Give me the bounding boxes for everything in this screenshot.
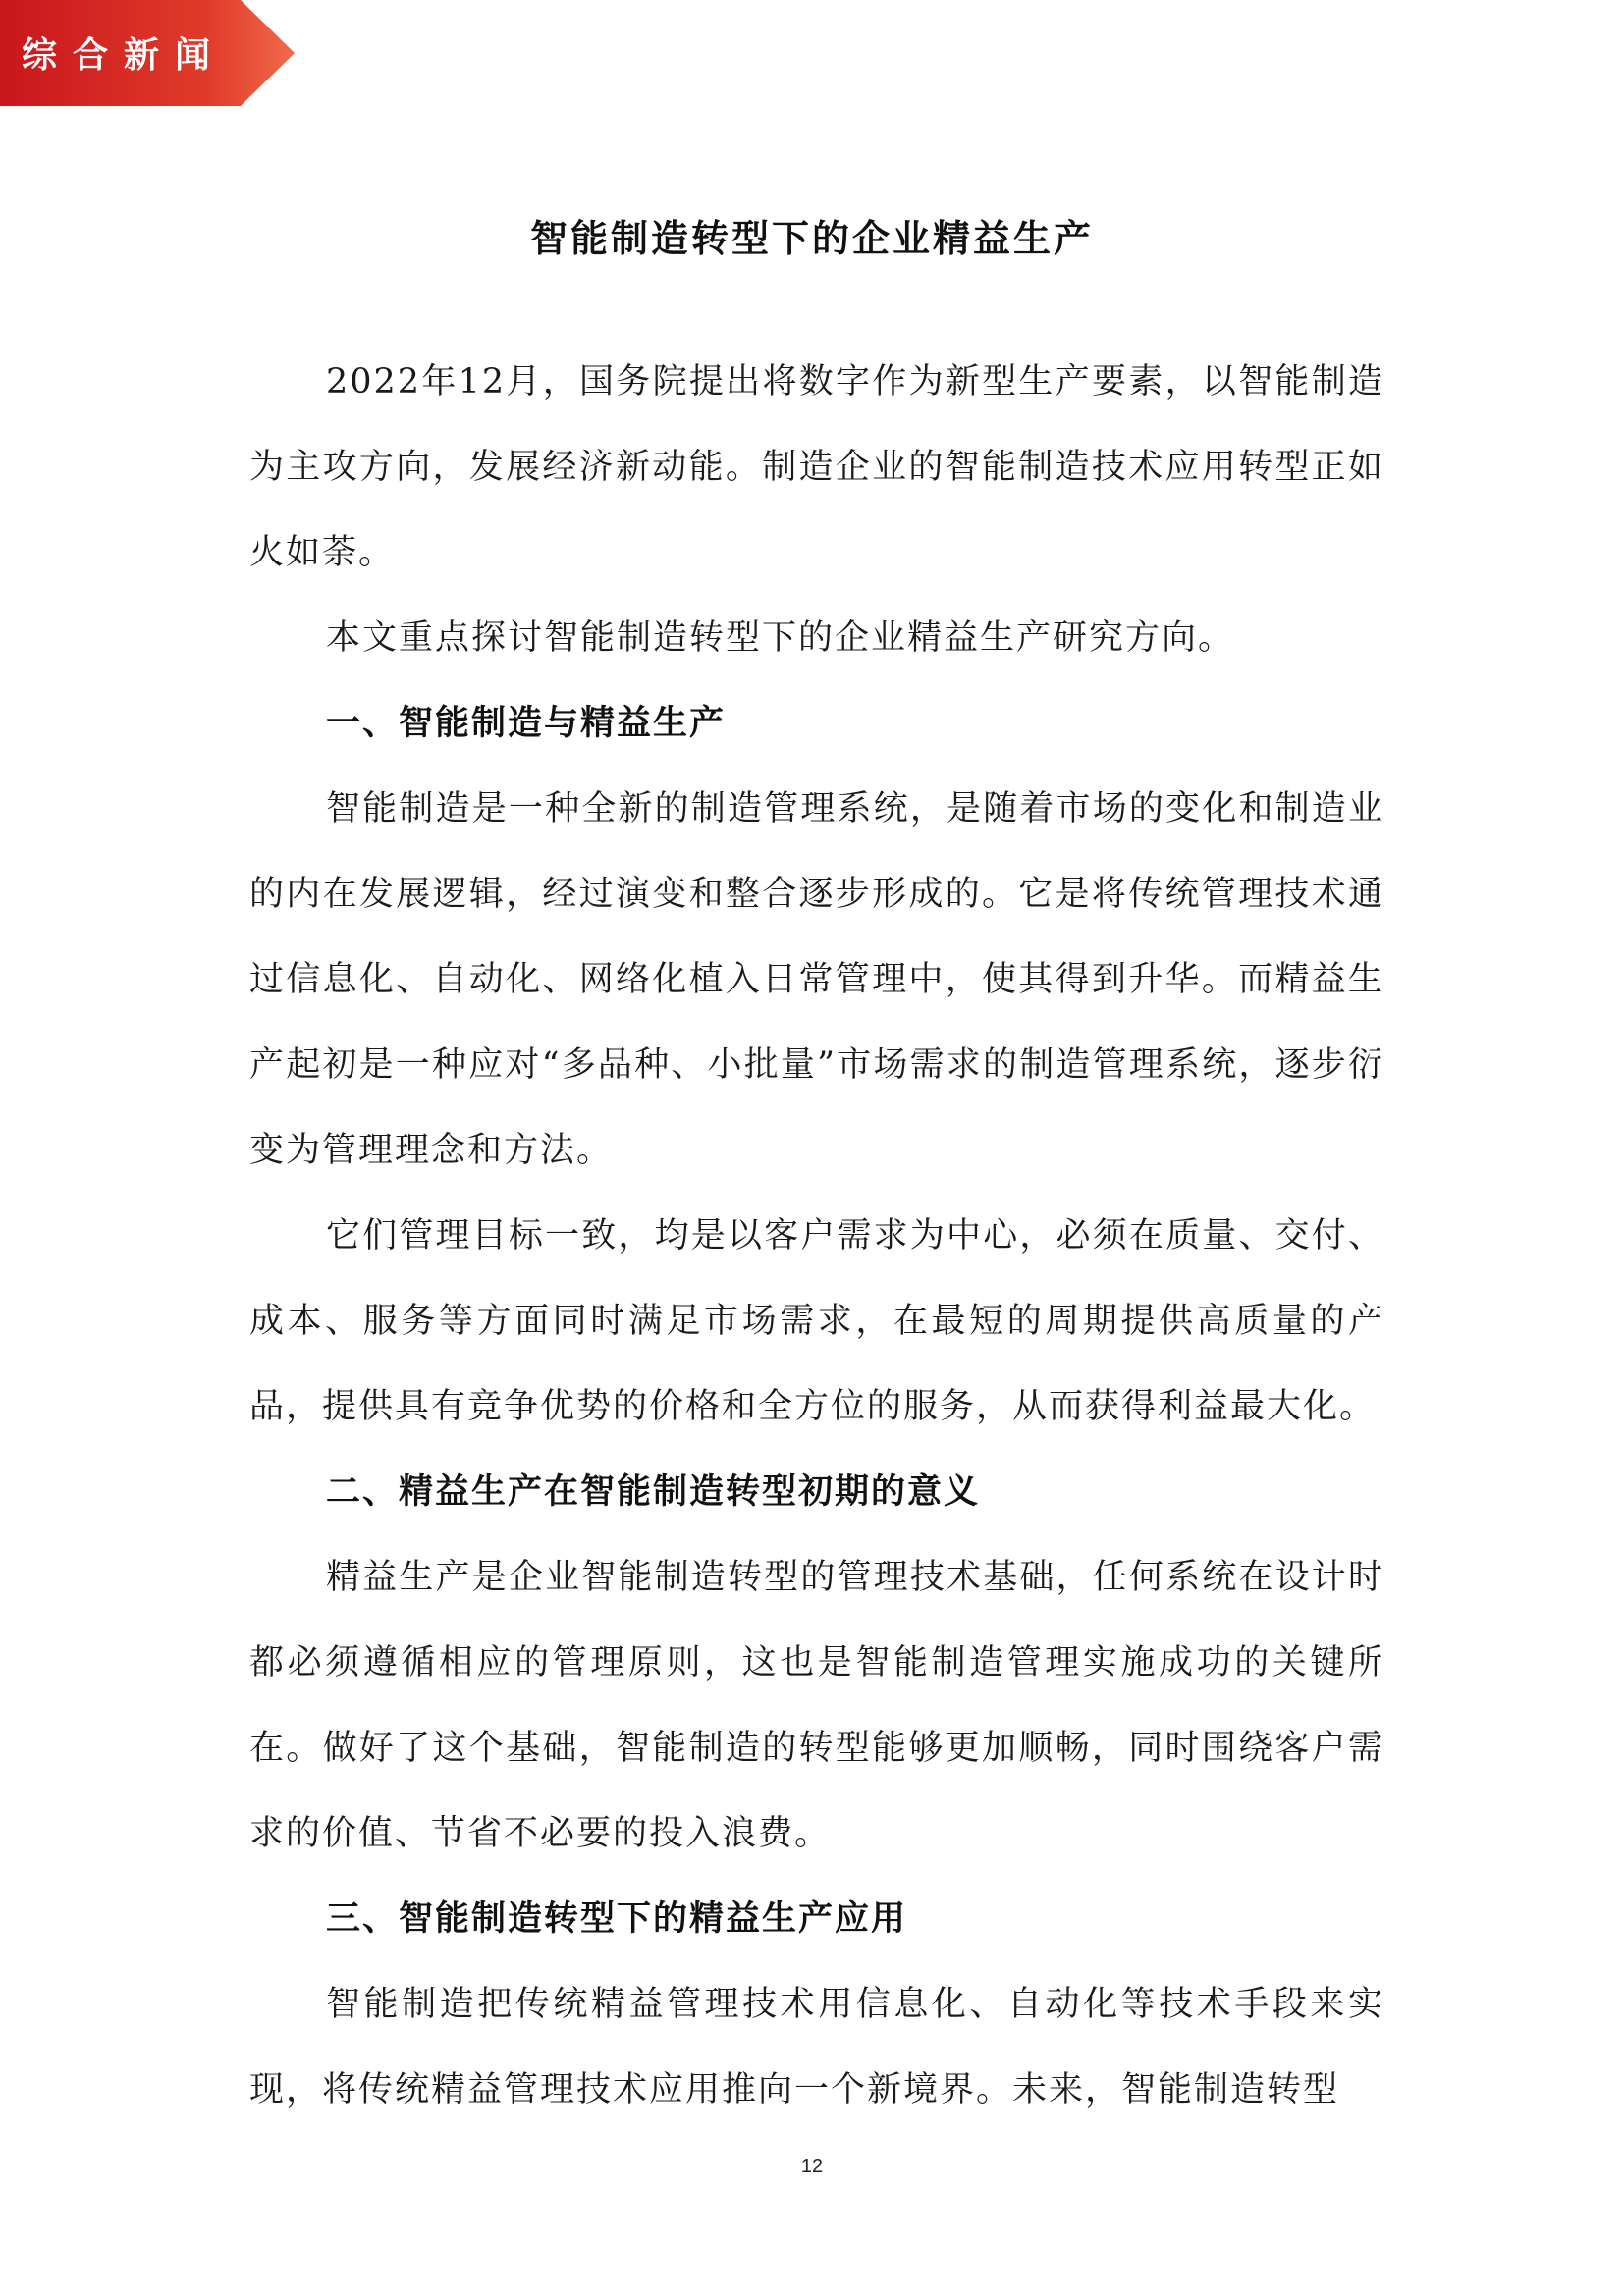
section-heading-1: 一、智能制造与精益生产 [326,704,727,743]
paragraph-focus: 本文重点探讨智能制造转型下的企业精益生产研究方向。 [326,618,1235,658]
paragraph-smart-manufacturing: 智能制造是一种全新的制造管理系统，是随着市场的变化和制造业的内在发展逻辑，经过演变和整合逐步形成的。它是将传统管理技术通过信息化、自动化、网络化植入日常管理中，使其得到升华。而精益生产起初是一种应对“多品种、小批量”市场需求的制造管理系统，逐步衍变为管理理念和方法。 [249,789,1384,1170]
page-number: 12 [800,2156,824,2177]
paragraph-lean-application: 智能制造把传统精益管理技术用信息化、自动化等技术手段来实现，将传统精益管理技术应用推向一个新境界。未来，智能制造转型 [249,1985,1384,2109]
paragraph-intro: 2022年12月，国务院提出将数字作为新型生产要素，以智能制造为主攻方向，发展经济新动能。制造企业的智能制造技术应用转型正如火如荼。 [249,362,1384,572]
paragraph-shared-goals: 它们管理目标一致，均是以客户需求为中心，必须在质量、交付、成本、服务等方面同时满足市场需求，在最短的周期提供高质量的产品，提供具有竞争优势的价格和全方位的服务，从而获得利益最大化。 [249,1216,1384,1426]
article-body [249,340,1384,2133]
article-title: 智能制造转型下的企业精益生产 [529,217,1094,260]
section-heading-3: 三、智能制造转型下的精益生产应用 [326,1899,908,1939]
paragraph-lean-foundation: 精益生产是企业智能制造转型的管理技术基础，任何系统在设计时都必须遵循相应的管理原则，这也是智能制造管理实施成功的关键所在。做好了这个基础，智能制造的转型能够更加顺畅，同时围绕客户需求的价值、节省不必要的投入浪费。 [249,1558,1384,1853]
section-label: 综合新闻 [22,35,227,76]
section-heading-2: 二、精益生产在智能制造转型初期的意义 [326,1472,981,1512]
